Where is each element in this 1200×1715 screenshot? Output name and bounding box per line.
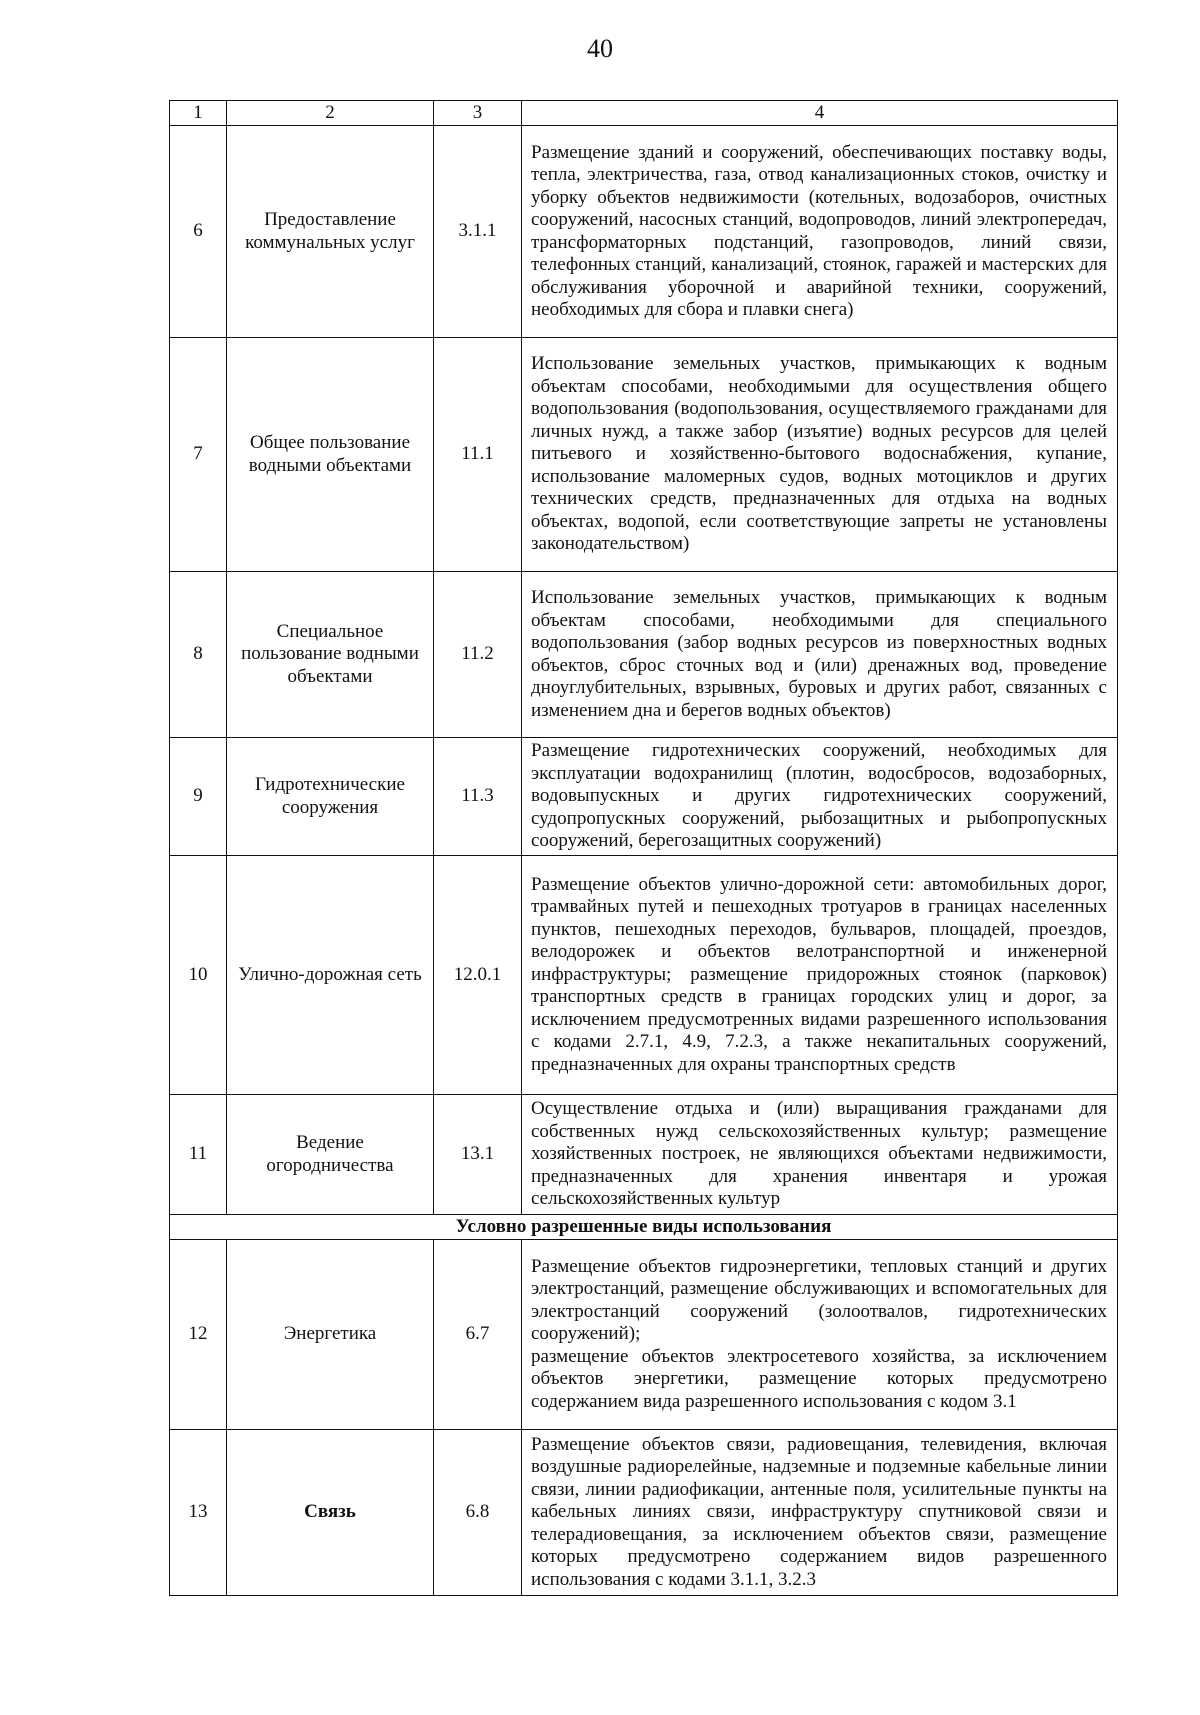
section-title: Условно разрешенные виды использования <box>170 1215 1118 1240</box>
table-row <box>170 1240 1118 1430</box>
row-number: 9 <box>170 738 227 856</box>
use-name: Специальное пользование водными объектами <box>227 572 434 738</box>
section-row <box>170 1215 1118 1240</box>
header-col-2: 2 <box>227 101 434 126</box>
use-description: Размещение зданий и сооружений, обеспечивающих поставку воды, тепла, электричества, газа, отвод канализационных стоков, очистку и уборку объектов недвижимости (котельных, водозаборов, очистных сооружений, насосных станций, водопроводов, линий электропередач, трансформаторных подстанций, газопроводов, линий связи, телефонных станций, канализаций, стоянок, гаражей и мастерских для обслуживания уборочной и аварийной техники, сооружений, необходимых для сбора и плавки снега) <box>522 126 1118 338</box>
row-number: 13 <box>170 1430 227 1596</box>
row-number: 11 <box>170 1095 227 1215</box>
use-code: 11.3 <box>434 738 522 856</box>
use-name: Предоставление коммунальных услуг <box>227 126 434 338</box>
use-code: 3.1.1 <box>434 126 522 338</box>
page-number: 40 <box>587 34 613 63</box>
table-row <box>170 338 1118 572</box>
use-name: Улично-дорожная сеть <box>227 856 434 1095</box>
use-code: 13.1 <box>434 1095 522 1215</box>
table-row <box>170 572 1118 738</box>
use-description: Использование земельных участков, примыкающих к водным объектам способами, необходимыми для специального водопользования (забор водных ресурсов из поверхностных водных объектов, сброс сточных вод и (или) дренажных вод, проведение дноуглубительных, взрывных, буровых и других работ, связанных с изменением дна и берегов водных объектов) <box>522 572 1118 738</box>
row-number: 12 <box>170 1240 227 1430</box>
table-row <box>170 1095 1118 1215</box>
header-col-3: 3 <box>434 101 522 126</box>
use-name: Ведение огородничества <box>227 1095 434 1215</box>
use-description: Осуществление отдыха и (или) выращивания гражданами для собственных нужд сельскохозяйственных культур; размещение хозяйственных построек, не являющихся объектами недвижимости, предназначенных для хранения инвентаря и урожая сельскохозяйственных культур <box>522 1095 1118 1215</box>
header-col-4: 4 <box>522 101 1118 126</box>
row-number: 7 <box>170 338 227 572</box>
row-number: 10 <box>170 856 227 1095</box>
use-description: Размещение гидротехнических сооружений, необходимых для эксплуатации водохранилищ (плотин, водосбросов, водозаборных, водовыпускных и других гидротехнических сооружений, судопропускных сооружений, рыбозащитных и рыбопропускных сооружений, берегозащитных сооружений) <box>522 738 1118 856</box>
row-number: 8 <box>170 572 227 738</box>
use-code: 11.1 <box>434 338 522 572</box>
use-code: 11.2 <box>434 572 522 738</box>
use-name: Общее пользование водными объектами <box>227 338 434 572</box>
use-name: Энергетика <box>227 1240 434 1430</box>
header-col-1: 1 <box>170 101 227 126</box>
use-code: 6.7 <box>434 1240 522 1430</box>
use-code: 12.0.1 <box>434 856 522 1095</box>
use-name: Связь <box>227 1430 434 1596</box>
use-description-part: размещение объектов электросетевого хозяйства, за исключением объектов энергетики, размещение которых предусмотрено содержанием вида разрешенного использования с кодом 3.1 <box>531 1345 1107 1412</box>
use-description-part: Размещение объектов гидроэнергетики, тепловых станций и других электростанций, размещение обслуживающих и вспомогательных для электростанций сооружений (золоотвалов, гидротехнических сооружений); <box>531 1255 1107 1345</box>
row-number: 6 <box>170 126 227 338</box>
table-row <box>170 1430 1118 1596</box>
use-description: Размещение объектов улично-дорожной сети: автомобильных дорог, трамвайных путей и пешеходных тротуаров в границах населенных пунктов, пешеходных переходов, бульваров, площадей, проездов, велодорожек и объектов велотранспортной и инженерной инфраструктуры; размещение придорожных стоянок (парковок) транспортных средств в границах городских улиц и дорог, за исключением предусмотренных видами разрешенного использования с кодами 2.7.1, 4.9, 7.2.3, а также некапитальных сооружений, предназначенных для охраны транспортных средств <box>522 856 1118 1095</box>
use-code: 6.8 <box>434 1430 522 1596</box>
use-description: Размещение объектов связи, радиовещания, телевидения, включая воздушные радиорелейные, надземные и подземные кабельные линии связи, линии радиофикации, антенные поля, усилительные пункты на кабельных линиях связи, инфраструктуру спутниковой связи и телерадиовещания, за исключением объектов связи, размещение которых предусмотрено содержанием видов разрешенного использования с кодами 3.1.1, 3.2.3 <box>522 1430 1118 1596</box>
land-use-table <box>169 100 1118 1596</box>
table-row <box>170 856 1118 1095</box>
table-row <box>170 738 1118 856</box>
use-description <box>522 1240 1118 1430</box>
use-name: Гидротехнические сооружения <box>227 738 434 856</box>
use-description: Использование земельных участков, примыкающих к водным объектам способами, необходимыми для осуществления общего водопользования (водопользования, осуществляемого гражданами для личных нужд, а также забор (изъятие) водных ресурсов для целей питьевого и хозяйственно-бытового водоснабжения, купание, использование маломерных судов, водных мотоциклов и других технических средств, предназначенных для отдыха на водных объектах, водопой, если соответствующие запреты не установлены законодательством) <box>522 338 1118 572</box>
table-row <box>170 126 1118 338</box>
header-row <box>170 101 1118 126</box>
